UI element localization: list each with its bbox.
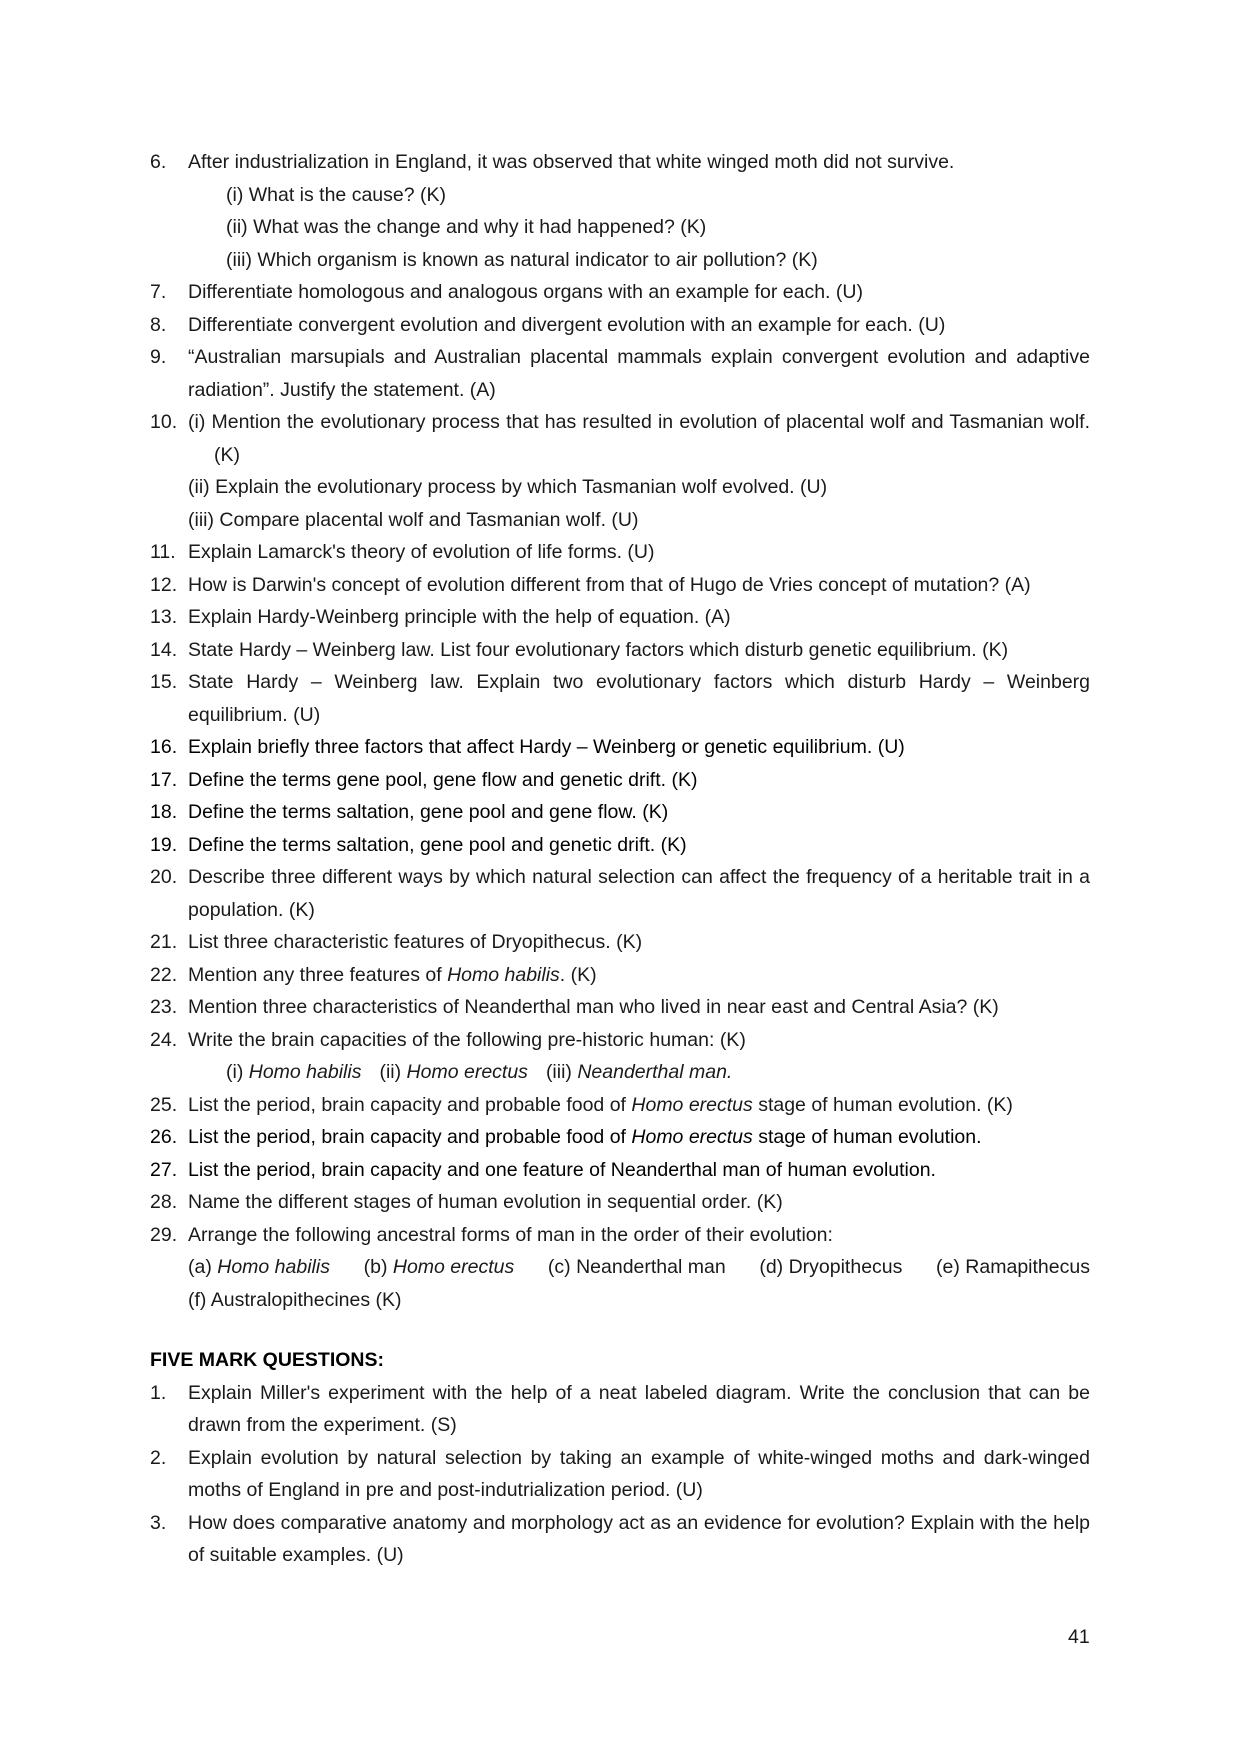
option-e: (e) Ramapithecus [936,1256,1090,1278]
question-9 [150,341,1090,406]
option-b [364,1251,515,1284]
question-8 [150,309,1090,342]
question-number: 17. [150,768,178,791]
question-text: Describe three different ways by which natural selection can affect the frequency of a heritable trait in a population. (K) [188,866,1090,921]
question-16 [150,731,1090,764]
question-text: Differentiate homologous and analogous organs with an example for each. (U) [188,281,863,303]
question-number: 3. [150,1511,167,1534]
text-part: stage of human evolution. [752,1126,982,1148]
question-17 [150,764,1090,797]
question-27 [150,1154,1090,1187]
question-text [188,1121,1090,1154]
question-text: Explain briefly three factors that affect Hardy – Weinberg or genetic equilibrium. (U) [188,736,905,758]
page-number: 41 [1068,1626,1090,1648]
question-number: 27. [150,1158,178,1181]
option-label: (iii) [545,1061,578,1083]
question-12 [150,569,1090,602]
question-7 [150,276,1090,309]
species-name: Homo erectus [392,1256,515,1278]
question-number: 24. [150,1028,178,1051]
question-20 [150,861,1090,926]
text-part: List the period, brain capacity and probable food of [188,1093,632,1116]
question-number: 28. [150,1191,178,1213]
question-13 [150,601,1090,634]
options-row [150,1251,1090,1284]
species-name: Homo erectus [406,1061,528,1083]
question-number: 10. [150,411,178,433]
question-text: How does comparative anatomy and morphology act as an evidence for evolution? Explain with the help of suitable examples. (U) [188,1511,1090,1566]
question-19 [150,829,1090,862]
question-text: How is Darwin's concept of evolution different from that of Hugo de Vries concept of mutation? (A) [188,573,1031,596]
species-name: Homo habilis [217,1256,330,1278]
question-number: 18. [150,801,178,823]
question-text: State Hardy – Weinberg law. List four evolutionary factors which disturb genetic equilibrium. (K) [188,638,1009,661]
question-26 [150,1121,1090,1154]
option-label: (a) [188,1256,218,1278]
question-text: Explain Hardy-Weinberg principle with the help of equation. (A) [188,606,731,628]
question-number: 2. [150,1446,167,1469]
question-29 [150,1219,1090,1252]
question-text: Define the terms saltation, gene pool and gene flow. (K) [188,801,669,823]
text-part: stage of human evolution. (K) [752,1093,1013,1116]
species-name: Homo habilis [248,1061,362,1083]
question-page [150,146,1090,1572]
question-number: 22. [150,963,178,986]
sub-question: (ii) Explain the evolutionary process by which Tasmanian wolf evolved. (U) [188,476,828,498]
five-mark-question-2 [150,1442,1090,1507]
option-f: (f) Australopithecines (K) [188,1288,402,1311]
question-14 [150,634,1090,667]
question-number: 20. [150,866,178,888]
question-text: Define the terms saltation, gene pool and genetic drift. (K) [188,833,687,856]
sub-question: (i) Mention the evolutionary process that has resulted in evolution of placental wolf and Tasmanian wolf. (K) [188,411,1090,466]
question-number: 8. [150,313,167,336]
question-number: 26. [150,1126,178,1148]
sub-question: (iii) Which organism is known as natural indicator to air pollution? (K) [226,248,818,271]
question-text: List three characteristic features of Dryopithecus. (K) [188,931,643,953]
species-name: Homo erectus [631,1093,753,1116]
question-number: 19. [150,833,178,856]
option-label: (i) [226,1061,249,1083]
question-text: Write the brain capacities of the following pre-historic human: (K) [188,1028,746,1051]
question-number: 14. [150,638,178,661]
question-text: Explain Lamarck's theory of evolution of life forms. (U) [188,541,655,563]
text-part: . (K) [559,963,597,986]
species-name: Homo erectus [631,1126,753,1148]
question-18 [150,796,1090,829]
question-text: State Hardy – Weinberg law. Explain two evolutionary factors which disturb Hardy – Weinberg equilibrium. (U) [188,671,1090,726]
question-text: Define the terms gene pool, gene flow and genetic drift. (K) [188,768,698,791]
question-11 [150,536,1090,569]
question-15 [150,666,1090,731]
question-text: Differentiate convergent evolution and divergent evolution with an example for each. (U) [188,313,946,336]
question-text: Explain Miller's experiment with the help of a neat labeled diagram. Write the conclusion that can be drawn from the experiment. (S) [188,1381,1090,1436]
sub-question [150,1056,1090,1089]
five-mark-question-3 [150,1507,1090,1572]
question-24 [150,1024,1090,1057]
question-22 [150,959,1090,992]
question-text: Name the different stages of human evolution in sequential order. (K) [188,1191,783,1213]
question-25 [150,1089,1090,1122]
question-text: “Australian marsupials and Australian placental mammals explain convergent evolution and adaptive radiation”. Justify the statement. (A) [188,346,1090,401]
question-number: 23. [150,996,178,1018]
question-number: 21. [150,931,178,953]
question-number: 6. [150,151,167,173]
species-name: Neanderthal man. [577,1061,733,1083]
question-number: 13. [150,606,178,628]
question-number: 1. [150,1381,167,1404]
question-number: 16. [150,736,178,758]
five-mark-question-1 [150,1377,1090,1442]
section-heading: FIVE MARK QUESTIONS: [150,1349,385,1371]
question-text: Explain evolution by natural selection by taking an example of white-winged moths and dark-winged moths of England in pre and post-indutrialization period. (U) [188,1446,1090,1501]
question-number: 12. [150,573,178,596]
question-text: Mention three characteristics of Neanderthal man who lived in near east and Central Asia? (K) [188,996,999,1018]
text-part: List the period, brain capacity and probable food of [188,1126,632,1148]
question-10 [150,406,1090,471]
question-23 [150,991,1090,1024]
sub-question: (i) What is the cause? (K) [226,183,446,206]
question-text: After industrialization in England, it was observed that white winged moth did not survive. [188,151,955,173]
question-text: List the period, brain capacity and one feature of Neanderthal man of human evolution. [188,1158,936,1181]
option-label: (b) [363,1256,393,1278]
option-c: (c) Neanderthal man [547,1256,726,1278]
option-label: (ii) [379,1061,407,1083]
question-number: 11. [150,541,176,563]
question-number: 15. [150,671,178,693]
sub-question: (ii) What was the change and why it had happened? (K) [226,216,707,238]
question-number: 25. [150,1093,178,1116]
question-21 [150,926,1090,959]
option-a [188,1251,330,1284]
question-6 [150,146,1090,179]
question-number: 9. [150,346,167,368]
question-number: 29. [150,1223,178,1246]
text-part: Mention any three features of [188,963,448,986]
species-name: Homo habilis [447,963,560,986]
question-28 [150,1186,1090,1219]
option-d: (d) Dryopithecus [759,1256,903,1278]
question-text [188,959,1090,992]
question-number: 7. [150,281,167,303]
sub-question: (iii) Compare placental wolf and Tasmanian wolf. (U) [188,508,639,531]
question-text: Arrange the following ancestral forms of man in the order of their evolution: [188,1223,833,1246]
question-text [188,1089,1090,1122]
